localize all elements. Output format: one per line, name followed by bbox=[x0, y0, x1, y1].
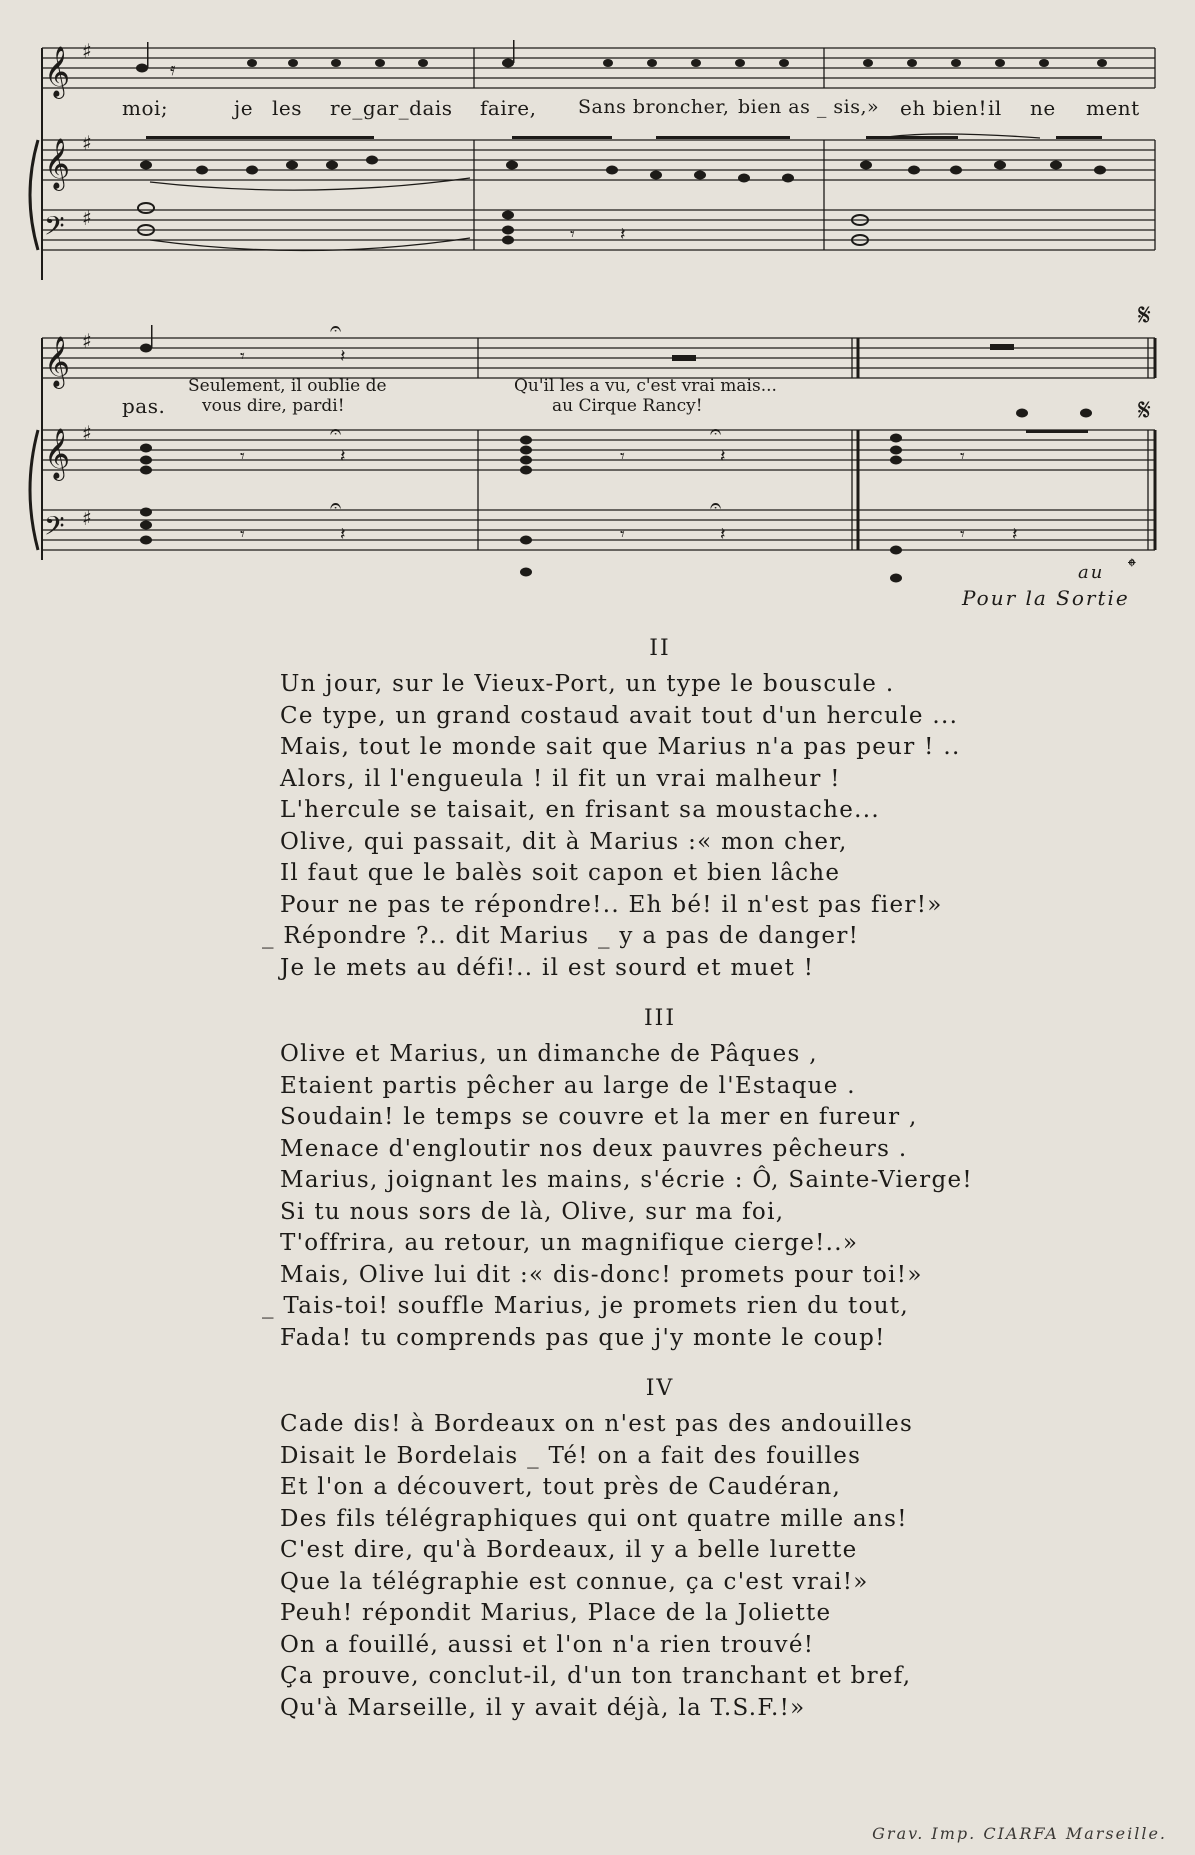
voice-notes-2 bbox=[140, 298, 1151, 367]
coda-label: Pour la Sortie bbox=[962, 586, 1130, 610]
verse-line: Alors, il l'engueula ! il fit un vrai malheur ! bbox=[280, 765, 841, 792]
svg-text:𝄿: 𝄿 bbox=[170, 59, 176, 80]
lyric: bien as _ sis,» bbox=[738, 96, 880, 118]
verse-number: II bbox=[649, 636, 671, 661]
lyric: re_gar_dais bbox=[330, 96, 453, 120]
bass-clef-icon: 𝄢 bbox=[44, 210, 65, 248]
verse-line: Qu'à Marseille, il y avait déjà, la T.S.F.!» bbox=[280, 1694, 806, 1721]
svg-text:𝄐: 𝄐 bbox=[330, 316, 342, 340]
svg-text:𝄽: 𝄽 bbox=[620, 224, 626, 245]
coda-au: au bbox=[1078, 562, 1105, 583]
lyric: il bbox=[988, 96, 1002, 120]
verse-line: Et l'on a découvert, tout près de Caudéran, bbox=[280, 1474, 842, 1500]
verse-line: Menace d'engloutir nos deux pauvres pêcheurs . bbox=[280, 1135, 908, 1162]
verse-line: C'est dire, qu'à Bordeaux, il y a belle lurette bbox=[280, 1537, 858, 1563]
lyric: faire, bbox=[480, 96, 537, 120]
svg-text:𝄾: 𝄾 bbox=[240, 524, 245, 545]
svg-text:𝄐: 𝄐 bbox=[330, 419, 342, 443]
voice-notes-1 bbox=[136, 40, 1107, 80]
lyric: pas. bbox=[122, 394, 166, 418]
verse-4 bbox=[280, 1376, 1040, 1724]
lyric: ne bbox=[1030, 96, 1056, 120]
verse-line: Je le mets au défi!.. il est sourd et muet ! bbox=[280, 954, 815, 981]
spoken-text: vous dire, pardi! bbox=[202, 396, 345, 416]
verses bbox=[262, 636, 1040, 1746]
svg-text:♯: ♯ bbox=[82, 421, 92, 445]
piano-notes-1 bbox=[140, 136, 1106, 183]
svg-text:𝄾: 𝄾 bbox=[240, 346, 245, 367]
staff-piano-bass-1 bbox=[42, 210, 1155, 250]
verse-line: Marius, joignant les mains, s'écrie : Ô, Sainte-Vierge! bbox=[280, 1167, 973, 1193]
verse-line: Si tu nous sors de là, Olive, sur ma foi, bbox=[280, 1198, 785, 1225]
svg-text:𝄾: 𝄾 bbox=[620, 524, 625, 545]
svg-text:𝄽: 𝄽 bbox=[720, 446, 726, 467]
svg-text:𝄾: 𝄾 bbox=[960, 524, 965, 545]
treble-clef-icon: 𝄞 bbox=[44, 428, 71, 479]
verse-line: L'hercule se taisait, en frisant sa moustache... bbox=[280, 797, 880, 823]
bass-clef-icon: 𝄢 bbox=[44, 510, 65, 548]
svg-text:𝄾: 𝄾 bbox=[960, 446, 965, 467]
svg-text:𝄐: 𝄐 bbox=[710, 493, 722, 517]
svg-text:𝄽: 𝄽 bbox=[720, 524, 726, 545]
svg-text:𝄽: 𝄽 bbox=[340, 446, 346, 467]
svg-text:♯: ♯ bbox=[82, 206, 92, 230]
verse-line: Cade dis! à Bordeaux on n'est pas des andouilles bbox=[280, 1411, 914, 1437]
svg-text:𝄾: 𝄾 bbox=[570, 224, 575, 245]
svg-text:♯: ♯ bbox=[82, 506, 92, 530]
lyric: ment bbox=[1086, 96, 1140, 120]
spoken-text: Seulement, il oublie de bbox=[188, 376, 387, 396]
verse-line: _ Tais-toi! souffle Marius, je promets rien du tout, bbox=[262, 1293, 910, 1319]
verse-line: Soudain! le temps se couvre et la mer en fureur , bbox=[280, 1104, 918, 1130]
svg-text:𝄐: 𝄐 bbox=[710, 419, 722, 443]
svg-text:♯: ♯ bbox=[82, 329, 92, 353]
segno-icon: 𝄋 bbox=[1138, 393, 1151, 428]
verse-number: III bbox=[643, 1006, 677, 1031]
verse-2 bbox=[262, 636, 1040, 984]
treble-clef-icon: 𝄞 bbox=[44, 46, 71, 97]
verse-line: Des fils télégraphiques qui ont quatre mille ans! bbox=[280, 1505, 908, 1532]
verse-line: Pour ne pas te répondre!.. Eh bé! il n'est pas fier!» bbox=[280, 891, 943, 918]
verse-line: Etaient partis pêcher au large de l'Estaque . bbox=[280, 1072, 856, 1099]
lyric: Sans broncher, bbox=[578, 96, 730, 118]
verse-line: Fada! tu comprends pas que j'y monte le coup! bbox=[280, 1324, 886, 1351]
verse-line: Disait le Bordelais _ Té! on a fait des fouilles bbox=[280, 1442, 862, 1469]
verse-line: Que la télégraphie est connue, ça c'est vrai!» bbox=[280, 1568, 869, 1595]
svg-text:𝄐: 𝄐 bbox=[330, 493, 342, 517]
staff-piano-treble-2 bbox=[42, 430, 1155, 470]
verse-line: Ça prouve, conclut-il, d'un ton tranchant et bref, bbox=[280, 1663, 912, 1689]
segno-icon: 𝄋 bbox=[1138, 298, 1151, 333]
printer-credit: Grav. Imp. CIARFA Marseille. bbox=[872, 1824, 1167, 1843]
treble-clef-icon: 𝄞 bbox=[44, 138, 71, 189]
piano-bass-notes-2 bbox=[140, 493, 1136, 583]
staff-piano-treble-1 bbox=[42, 140, 1155, 180]
verse-line: _ Répondre ?.. dit Marius _ y a pas de danger! bbox=[262, 923, 860, 949]
svg-text:♯: ♯ bbox=[82, 131, 92, 155]
verse-line: Mais, Olive lui dit :« dis-donc! promets pour toi!» bbox=[280, 1261, 923, 1288]
svg-text:𝄽: 𝄽 bbox=[340, 524, 346, 545]
svg-text:𝄽: 𝄽 bbox=[1012, 524, 1018, 545]
verse-number: IV bbox=[645, 1376, 675, 1401]
lyric: je bbox=[234, 96, 254, 120]
spoken-text: au Cirque Rancy! bbox=[552, 396, 703, 416]
music-score bbox=[0, 0, 1195, 620]
svg-text:♯: ♯ bbox=[82, 39, 92, 63]
verse-line: Olive, qui passait, dit à Marius :« mon cher, bbox=[280, 828, 848, 855]
verse-3 bbox=[262, 1006, 1040, 1354]
staff-piano-bass-2 bbox=[42, 510, 1155, 550]
verse-line: Il faut que le balès soit capon et bien lâche bbox=[280, 860, 841, 886]
verse-line: Ce type, un grand costaud avait tout d'un hercule ... bbox=[280, 702, 959, 729]
piano-bass-notes-1 bbox=[138, 203, 868, 245]
svg-text:𝄽: 𝄽 bbox=[340, 346, 346, 367]
svg-text:𝄾: 𝄾 bbox=[240, 446, 245, 467]
lyric: eh bien! bbox=[900, 96, 988, 120]
verse-line: Un jour, sur le Vieux-Port, un type le bouscule . bbox=[280, 671, 895, 697]
lyric: moi; bbox=[122, 96, 169, 120]
treble-clef-icon: 𝄞 bbox=[44, 336, 71, 387]
staff-voice-2 bbox=[42, 338, 1155, 378]
spoken-text: Qu'il les a vu, c'est vrai mais... bbox=[514, 376, 777, 396]
verse-line: Mais, tout le monde sait que Marius n'a pas peur ! .. bbox=[280, 734, 961, 760]
coda-icon: 𝄌 bbox=[1128, 555, 1136, 580]
verse-line: Olive et Marius, un dimanche de Pâques , bbox=[280, 1041, 818, 1067]
verse-line: Peuh! répondit Marius, Place de la Joliette bbox=[280, 1600, 832, 1626]
svg-text:𝄾: 𝄾 bbox=[620, 446, 625, 467]
staff-voice-1 bbox=[42, 48, 1155, 88]
verse-line: T'offrira, au retour, un magnifique cierge!..» bbox=[280, 1230, 859, 1256]
lyric: les bbox=[272, 96, 302, 120]
verse-line: On a fouillé, aussi et l'on n'a rien trouvé! bbox=[280, 1631, 815, 1658]
